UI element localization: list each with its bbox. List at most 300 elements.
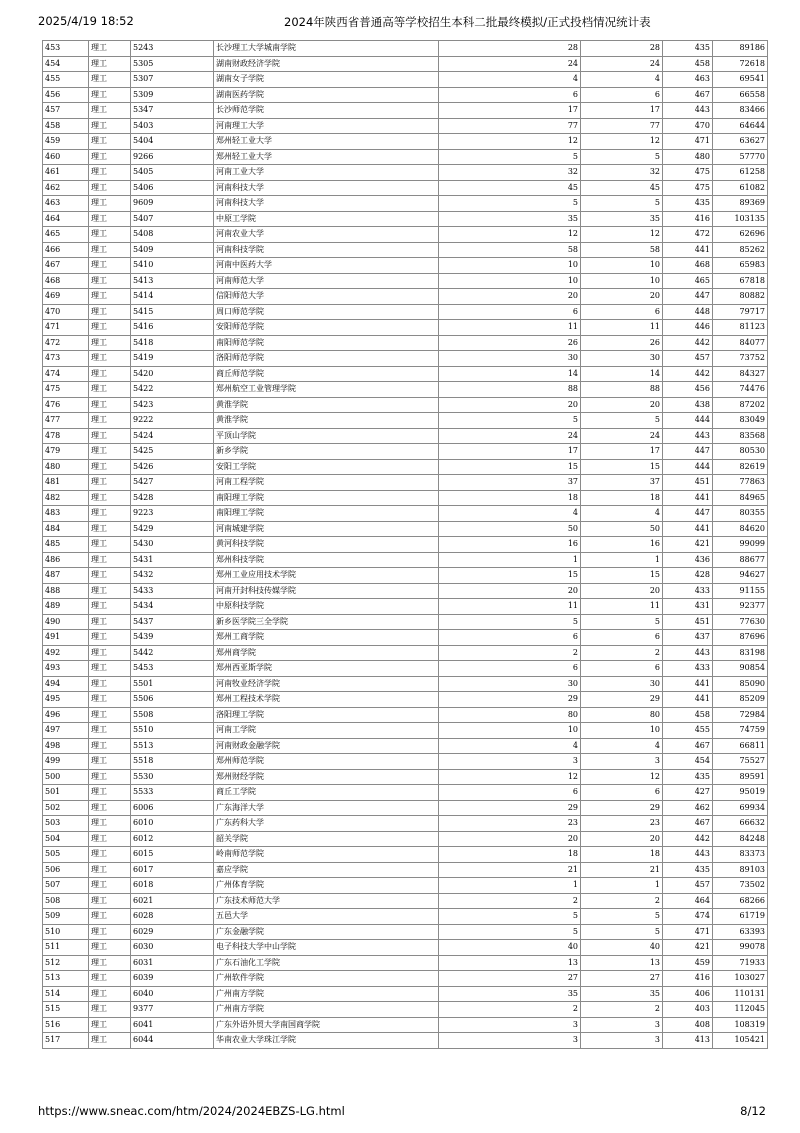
school-name-cell: 华南农业大学珠江学院	[214, 1033, 439, 1049]
row-index-cell: 481	[43, 475, 89, 491]
min-rank-cell: 108319	[713, 1017, 768, 1033]
min-rank-cell: 91155	[713, 583, 768, 599]
min-rank-cell: 75527	[713, 754, 768, 770]
min-score-cell: 437	[663, 630, 713, 646]
admitted-count-cell: 29	[581, 692, 663, 708]
category-cell: 理工	[89, 971, 131, 987]
min-rank-cell: 83198	[713, 645, 768, 661]
category-cell: 理工	[89, 149, 131, 165]
min-rank-cell: 72618	[713, 56, 768, 72]
min-score-cell: 468	[663, 258, 713, 274]
min-rank-cell: 73502	[713, 878, 768, 894]
admitted-count-cell: 17	[581, 444, 663, 460]
min-rank-cell: 57770	[713, 149, 768, 165]
category-cell: 理工	[89, 831, 131, 847]
min-score-cell: 475	[663, 180, 713, 196]
min-score-cell: 447	[663, 289, 713, 305]
plan-count-cell: 12	[439, 134, 581, 150]
category-cell: 理工	[89, 196, 131, 212]
min-score-cell: 444	[663, 459, 713, 475]
school-name-cell: 洛阳理工学院	[214, 707, 439, 723]
table-row	[43, 149, 768, 165]
school-code-cell: 5501	[131, 676, 214, 692]
plan-count-cell: 1	[439, 878, 581, 894]
row-index-cell: 506	[43, 862, 89, 878]
page-url[interactable]: https://www.sneac.com/htm/2024/2024EBZS-LG.html	[38, 1104, 345, 1118]
row-index-cell: 516	[43, 1017, 89, 1033]
plan-count-cell: 28	[439, 41, 581, 57]
category-cell: 理工	[89, 769, 131, 785]
min-rank-cell: 66558	[713, 87, 768, 103]
table-row	[43, 1002, 768, 1018]
school-code-cell: 5439	[131, 630, 214, 646]
school-name-cell: 岭南师范学院	[214, 847, 439, 863]
row-index-cell: 499	[43, 754, 89, 770]
admitted-count-cell: 77	[581, 118, 663, 134]
min-rank-cell: 77630	[713, 614, 768, 630]
admitted-count-cell: 15	[581, 459, 663, 475]
admitted-count-cell: 12	[581, 769, 663, 785]
school-name-cell: 湖南财政经济学院	[214, 56, 439, 72]
min-score-cell: 435	[663, 862, 713, 878]
table-body	[43, 41, 768, 1049]
min-score-cell: 470	[663, 118, 713, 134]
category-cell: 理工	[89, 118, 131, 134]
table-row	[43, 924, 768, 940]
row-index-cell: 473	[43, 351, 89, 367]
school-code-cell: 5425	[131, 444, 214, 460]
row-index-cell: 486	[43, 552, 89, 568]
row-index-cell: 498	[43, 738, 89, 754]
row-index-cell: 461	[43, 165, 89, 181]
min-rank-cell: 92377	[713, 599, 768, 615]
school-code-cell: 6015	[131, 847, 214, 863]
min-rank-cell: 83373	[713, 847, 768, 863]
plan-count-cell: 10	[439, 273, 581, 289]
admitted-count-cell: 5	[581, 196, 663, 212]
school-code-cell: 6029	[131, 924, 214, 940]
category-cell: 理工	[89, 289, 131, 305]
category-cell: 理工	[89, 428, 131, 444]
row-index-cell: 482	[43, 490, 89, 506]
row-index-cell: 454	[43, 56, 89, 72]
school-name-cell: 河南工学院	[214, 723, 439, 739]
min-rank-cell: 90854	[713, 661, 768, 677]
plan-count-cell: 6	[439, 785, 581, 801]
school-name-cell: 黄河科技学院	[214, 537, 439, 553]
school-name-cell: 河南工程学院	[214, 475, 439, 491]
plan-count-cell: 5	[439, 924, 581, 940]
min-score-cell: 451	[663, 614, 713, 630]
table-row	[43, 444, 768, 460]
plan-count-cell: 5	[439, 196, 581, 212]
table-row	[43, 351, 768, 367]
plan-count-cell: 18	[439, 490, 581, 506]
row-index-cell: 507	[43, 878, 89, 894]
plan-count-cell: 5	[439, 614, 581, 630]
min-score-cell: 416	[663, 211, 713, 227]
category-cell: 理工	[89, 72, 131, 88]
min-score-cell: 438	[663, 397, 713, 413]
table-row	[43, 242, 768, 258]
admitted-count-cell: 2	[581, 1002, 663, 1018]
min-rank-cell: 73752	[713, 351, 768, 367]
school-name-cell: 韶关学院	[214, 831, 439, 847]
plan-count-cell: 4	[439, 72, 581, 88]
school-code-cell: 6028	[131, 909, 214, 925]
min-score-cell: 447	[663, 506, 713, 522]
row-index-cell: 457	[43, 103, 89, 119]
min-score-cell: 433	[663, 661, 713, 677]
plan-count-cell: 5	[439, 413, 581, 429]
admitted-count-cell: 20	[581, 583, 663, 599]
admission-table	[42, 40, 768, 1049]
min-rank-cell: 99099	[713, 537, 768, 553]
admitted-count-cell: 18	[581, 490, 663, 506]
school-code-cell: 5513	[131, 738, 214, 754]
school-name-cell: 广州体育学院	[214, 878, 439, 894]
admitted-count-cell: 5	[581, 149, 663, 165]
min-rank-cell: 95019	[713, 785, 768, 801]
min-rank-cell: 99078	[713, 940, 768, 956]
plan-count-cell: 18	[439, 847, 581, 863]
school-name-cell: 郑州西亚斯学院	[214, 661, 439, 677]
min-rank-cell: 84327	[713, 366, 768, 382]
plan-count-cell: 10	[439, 723, 581, 739]
row-index-cell: 474	[43, 366, 89, 382]
table-row	[43, 754, 768, 770]
admitted-count-cell: 20	[581, 397, 663, 413]
table-row	[43, 134, 768, 150]
admitted-count-cell: 4	[581, 506, 663, 522]
table-row	[43, 893, 768, 909]
admitted-count-cell: 20	[581, 289, 663, 305]
min-score-cell: 441	[663, 242, 713, 258]
category-cell: 理工	[89, 366, 131, 382]
table-row	[43, 56, 768, 72]
category-cell: 理工	[89, 893, 131, 909]
table-row	[43, 289, 768, 305]
school-name-cell: 郑州工商学院	[214, 630, 439, 646]
category-cell: 理工	[89, 552, 131, 568]
plan-count-cell: 3	[439, 754, 581, 770]
min-rank-cell: 65983	[713, 258, 768, 274]
school-name-cell: 广州南方学院	[214, 986, 439, 1002]
school-name-cell: 信阳师范大学	[214, 289, 439, 305]
school-name-cell: 商丘工学院	[214, 785, 439, 801]
table-row	[43, 800, 768, 816]
plan-count-cell: 37	[439, 475, 581, 491]
plan-count-cell: 40	[439, 940, 581, 956]
min-score-cell: 441	[663, 676, 713, 692]
min-score-cell: 421	[663, 940, 713, 956]
plan-count-cell: 35	[439, 986, 581, 1002]
row-index-cell: 484	[43, 521, 89, 537]
category-cell: 理工	[89, 444, 131, 460]
plan-count-cell: 88	[439, 382, 581, 398]
plan-count-cell: 13	[439, 955, 581, 971]
category-cell: 理工	[89, 707, 131, 723]
row-index-cell: 468	[43, 273, 89, 289]
min-score-cell: 441	[663, 692, 713, 708]
row-index-cell: 460	[43, 149, 89, 165]
admitted-count-cell: 30	[581, 351, 663, 367]
row-index-cell: 483	[43, 506, 89, 522]
min-score-cell: 433	[663, 583, 713, 599]
school-code-cell: 9223	[131, 506, 214, 522]
school-name-cell: 河南理工大学	[214, 118, 439, 134]
min-rank-cell: 94627	[713, 568, 768, 584]
row-index-cell: 487	[43, 568, 89, 584]
category-cell: 理工	[89, 1017, 131, 1033]
table-row	[43, 87, 768, 103]
school-code-cell: 5506	[131, 692, 214, 708]
category-cell: 理工	[89, 413, 131, 429]
row-index-cell: 479	[43, 444, 89, 460]
min-score-cell: 454	[663, 754, 713, 770]
admitted-count-cell: 18	[581, 847, 663, 863]
category-cell: 理工	[89, 351, 131, 367]
table-row	[43, 1033, 768, 1049]
row-index-cell: 513	[43, 971, 89, 987]
page-footer	[0, 1104, 800, 1120]
admitted-count-cell: 29	[581, 800, 663, 816]
school-code-cell: 5530	[131, 769, 214, 785]
category-cell: 理工	[89, 645, 131, 661]
table-row	[43, 1017, 768, 1033]
plan-count-cell: 3	[439, 1033, 581, 1049]
table-row	[43, 180, 768, 196]
admitted-count-cell: 58	[581, 242, 663, 258]
min-score-cell: 459	[663, 955, 713, 971]
table-row	[43, 165, 768, 181]
row-index-cell: 453	[43, 41, 89, 57]
school-code-cell: 5305	[131, 56, 214, 72]
table-row	[43, 645, 768, 661]
school-name-cell: 郑州航空工业管理学院	[214, 382, 439, 398]
school-code-cell: 5442	[131, 645, 214, 661]
table-row	[43, 568, 768, 584]
school-code-cell: 5424	[131, 428, 214, 444]
admitted-count-cell: 6	[581, 304, 663, 320]
plan-count-cell: 21	[439, 862, 581, 878]
plan-count-cell: 20	[439, 397, 581, 413]
min-rank-cell: 85262	[713, 242, 768, 258]
row-index-cell: 477	[43, 413, 89, 429]
min-rank-cell: 83568	[713, 428, 768, 444]
school-name-cell: 南阳理工学院	[214, 490, 439, 506]
min-score-cell: 471	[663, 134, 713, 150]
row-index-cell: 456	[43, 87, 89, 103]
category-cell: 理工	[89, 878, 131, 894]
table-row	[43, 118, 768, 134]
admitted-count-cell: 12	[581, 227, 663, 243]
admitted-count-cell: 35	[581, 986, 663, 1002]
table-row	[43, 878, 768, 894]
school-name-cell: 广东海洋大学	[214, 800, 439, 816]
school-code-cell: 6010	[131, 816, 214, 832]
school-code-cell: 5413	[131, 273, 214, 289]
min-score-cell: 458	[663, 707, 713, 723]
category-cell: 理工	[89, 986, 131, 1002]
table-row	[43, 552, 768, 568]
min-rank-cell: 112045	[713, 1002, 768, 1018]
admitted-count-cell: 13	[581, 955, 663, 971]
school-name-cell: 新乡学院	[214, 444, 439, 460]
school-code-cell: 5433	[131, 583, 214, 599]
school-code-cell: 5432	[131, 568, 214, 584]
admitted-count-cell: 10	[581, 273, 663, 289]
min-score-cell: 467	[663, 738, 713, 754]
table-row	[43, 630, 768, 646]
admitted-count-cell: 40	[581, 940, 663, 956]
category-cell: 理工	[89, 242, 131, 258]
min-rank-cell: 103135	[713, 211, 768, 227]
admitted-count-cell: 6	[581, 87, 663, 103]
category-cell: 理工	[89, 87, 131, 103]
table-row	[43, 909, 768, 925]
admitted-count-cell: 14	[581, 366, 663, 382]
min-rank-cell: 110131	[713, 986, 768, 1002]
min-score-cell: 442	[663, 335, 713, 351]
school-code-cell: 5427	[131, 475, 214, 491]
min-rank-cell: 83049	[713, 413, 768, 429]
min-rank-cell: 89369	[713, 196, 768, 212]
min-rank-cell: 87202	[713, 397, 768, 413]
school-name-cell: 黄淮学院	[214, 413, 439, 429]
school-name-cell: 电子科技大学中山学院	[214, 940, 439, 956]
plan-count-cell: 3	[439, 1017, 581, 1033]
row-index-cell: 462	[43, 180, 89, 196]
min-score-cell: 475	[663, 165, 713, 181]
admitted-count-cell: 1	[581, 552, 663, 568]
school-name-cell: 郑州商学院	[214, 645, 439, 661]
school-name-cell: 郑州轻工业大学	[214, 149, 439, 165]
table-row	[43, 847, 768, 863]
school-name-cell: 湖南医药学院	[214, 87, 439, 103]
min-score-cell: 443	[663, 645, 713, 661]
category-cell: 理工	[89, 692, 131, 708]
min-score-cell: 458	[663, 56, 713, 72]
school-code-cell: 5409	[131, 242, 214, 258]
plan-count-cell: 30	[439, 351, 581, 367]
page-header	[0, 14, 800, 30]
plan-count-cell: 16	[439, 537, 581, 553]
school-name-cell: 南阳师范学院	[214, 335, 439, 351]
plan-count-cell: 23	[439, 816, 581, 832]
table-row	[43, 521, 768, 537]
table-row	[43, 335, 768, 351]
plan-count-cell: 6	[439, 304, 581, 320]
admitted-count-cell: 6	[581, 785, 663, 801]
min-score-cell: 448	[663, 304, 713, 320]
school-name-cell: 广东外语外贸大学南国商学院	[214, 1017, 439, 1033]
row-index-cell: 485	[43, 537, 89, 553]
school-name-cell: 郑州轻工业大学	[214, 134, 439, 150]
row-index-cell: 511	[43, 940, 89, 956]
min-score-cell: 443	[663, 428, 713, 444]
admitted-count-cell: 20	[581, 831, 663, 847]
admitted-count-cell: 35	[581, 211, 663, 227]
table-row	[43, 785, 768, 801]
row-index-cell: 470	[43, 304, 89, 320]
min-score-cell: 441	[663, 490, 713, 506]
school-name-cell: 河南农业大学	[214, 227, 439, 243]
category-cell: 理工	[89, 273, 131, 289]
min-rank-cell: 69934	[713, 800, 768, 816]
min-score-cell: 463	[663, 72, 713, 88]
min-rank-cell: 61719	[713, 909, 768, 925]
category-cell: 理工	[89, 661, 131, 677]
school-name-cell: 南阳理工学院	[214, 506, 439, 522]
school-code-cell: 5428	[131, 490, 214, 506]
row-index-cell: 476	[43, 397, 89, 413]
row-index-cell: 464	[43, 211, 89, 227]
admitted-count-cell: 37	[581, 475, 663, 491]
category-cell: 理工	[89, 258, 131, 274]
table-row	[43, 382, 768, 398]
plan-count-cell: 2	[439, 1002, 581, 1018]
table-row	[43, 583, 768, 599]
admitted-count-cell: 17	[581, 103, 663, 119]
school-code-cell: 5533	[131, 785, 214, 801]
table-row	[43, 692, 768, 708]
min-score-cell: 443	[663, 847, 713, 863]
school-code-cell: 6006	[131, 800, 214, 816]
min-rank-cell: 61082	[713, 180, 768, 196]
plan-count-cell: 20	[439, 289, 581, 305]
school-name-cell: 郑州工业应用技术学院	[214, 568, 439, 584]
school-name-cell: 商丘师范学院	[214, 366, 439, 382]
school-code-cell: 6040	[131, 986, 214, 1002]
category-cell: 理工	[89, 754, 131, 770]
school-name-cell: 河南中医药大学	[214, 258, 439, 274]
school-name-cell: 嘉应学院	[214, 862, 439, 878]
category-cell: 理工	[89, 800, 131, 816]
plan-count-cell: 15	[439, 459, 581, 475]
school-code-cell: 6031	[131, 955, 214, 971]
school-code-cell: 5419	[131, 351, 214, 367]
table-row	[43, 955, 768, 971]
admitted-count-cell: 5	[581, 413, 663, 429]
admitted-count-cell: 23	[581, 816, 663, 832]
school-name-cell: 广东技术师范大学	[214, 893, 439, 909]
min-rank-cell: 62696	[713, 227, 768, 243]
table-row	[43, 428, 768, 444]
school-name-cell: 郑州财经学院	[214, 769, 439, 785]
table-row	[43, 320, 768, 336]
plan-count-cell: 45	[439, 180, 581, 196]
min-rank-cell: 66811	[713, 738, 768, 754]
school-code-cell: 6021	[131, 893, 214, 909]
min-score-cell: 421	[663, 537, 713, 553]
min-score-cell: 467	[663, 87, 713, 103]
category-cell: 理工	[89, 630, 131, 646]
school-code-cell: 6017	[131, 862, 214, 878]
admitted-count-cell: 4	[581, 738, 663, 754]
plan-count-cell: 77	[439, 118, 581, 134]
row-index-cell: 458	[43, 118, 89, 134]
row-index-cell: 472	[43, 335, 89, 351]
school-name-cell: 河南师范大学	[214, 273, 439, 289]
school-code-cell: 5518	[131, 754, 214, 770]
min-rank-cell: 89186	[713, 41, 768, 57]
min-rank-cell: 82619	[713, 459, 768, 475]
admitted-count-cell: 6	[581, 630, 663, 646]
min-rank-cell: 67818	[713, 273, 768, 289]
category-cell: 理工	[89, 56, 131, 72]
school-name-cell: 河南工业大学	[214, 165, 439, 181]
